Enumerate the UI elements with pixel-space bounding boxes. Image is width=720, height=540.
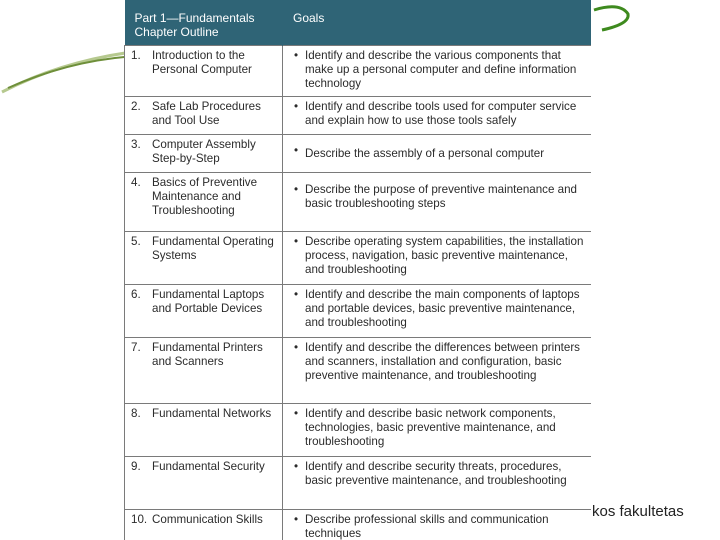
table-header-row [125,0,592,46]
chapter-goal [283,173,592,232]
header-goals: Goals [283,0,592,46]
chapter-title: Safe Lab Procedures and Tool Use [152,100,261,127]
table-row [125,457,592,510]
chapter-goal [283,97,592,135]
chapter-number: 8. [131,407,141,420]
chapter-number: 2. [131,100,141,113]
chapter-topic [125,232,283,285]
chapter-title: Computer Assembly Step-by-Step [152,138,256,165]
table-row [125,285,592,338]
bullet: • [294,235,299,248]
bullet: • [294,513,299,526]
chapter-title: Fundamental Security [152,460,265,473]
goal-text: Identify and describe tools used for computer service and explain how to use those tools safely [305,100,577,127]
table-row [125,232,592,285]
table-row [125,404,592,457]
goal-text: Describe the purpose of preventive maintenance and basic troubleshooting steps [305,183,577,210]
goal-text: Identify and describe basic network components, technologies, basic preventive maintenance, and troubleshooting [305,407,556,448]
goal-text: Describe professional skills and communication techniques [305,513,549,540]
table-row [125,135,592,173]
chapter-number: 5. [131,235,141,248]
goal-text: Describe the assembly of a personal computer [305,147,545,160]
chapter-title: Fundamental Laptops and Portable Devices [152,288,265,315]
chapter-goal [283,232,592,285]
chapter-topic [125,135,283,173]
footer-faculty-text: kos fakultetas [592,503,684,520]
chapter-title: Communication Skills [152,513,263,526]
chapter-number: 10. [131,513,148,526]
bullet: • [294,49,299,62]
bullet: • [294,341,299,354]
chapter-title: Basics of Preventive Maintenance and Troubleshooting [152,176,258,217]
chapter-goal [283,338,592,404]
chapter-goal [283,46,592,97]
bullet: • [294,288,299,301]
bullet: • [294,183,299,196]
table-row [125,173,592,232]
chapter-title: Fundamental Operating Systems [152,235,274,262]
chapter-number: 7. [131,341,141,354]
chapter-topic [125,46,283,97]
chapter-number: 6. [131,288,141,301]
decorative-swoosh [0,0,140,100]
chapter-topic [125,510,283,540]
chapter-number: 4. [131,176,141,189]
chapter-goal [283,135,592,173]
chapter-topic [125,404,283,457]
goal-text: Identify and describe security threats, procedures, basic preventive maintenance, and troubleshooting [305,460,567,487]
chapter-title: Introduction to the Personal Computer [152,49,252,76]
table-row [125,510,592,540]
goal-text: Identify and describe the differences between printers and scanners, installation and configuration, basic preventive maintenance, and troubleshooting [305,341,580,382]
table-row [125,97,592,135]
goal-text: Identify and describe the various components that make up a personal computer and define information technology [305,49,577,90]
chapter-topic [125,338,283,404]
chapter-number: 9. [131,460,141,473]
chapter-topic [125,97,283,135]
table-row [125,338,592,404]
decorative-curl [588,0,638,45]
table-row [125,46,592,97]
bullet: • [294,100,299,113]
chapter-topic [125,457,283,510]
chapter-goal [283,404,592,457]
header-chapter-outline: Part 1—Fundamentals Chapter Outline [125,0,283,46]
bullet: • [294,460,299,473]
chapter-outline-table [124,0,591,540]
chapter-title: Fundamental Networks [152,407,272,420]
bullet: • [294,407,299,420]
chapter-title: Fundamental Printers and Scanners [152,341,263,368]
chapter-goal [283,285,592,338]
chapter-topic [125,173,283,232]
chapter-goal [283,510,592,540]
chapter-number: 1. [131,49,141,62]
chapter-number: 3. [131,138,141,151]
chapter-goal [283,457,592,510]
goal-text: Describe operating system capabilities, the installation process, navigation, basic preventive maintenance, and troubleshooting [305,235,584,276]
chapter-topic [125,285,283,338]
goal-text: Identify and describe the main components of laptops and portable devices, basic preventive maintenance, and troubleshooting [305,288,580,329]
bullet: • [294,144,299,157]
